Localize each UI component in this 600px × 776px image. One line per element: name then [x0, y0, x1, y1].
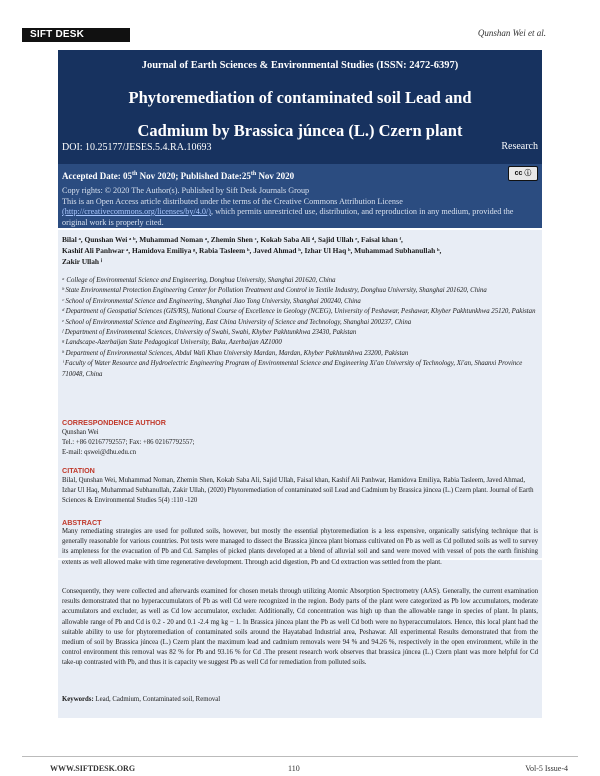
license-tail-text: , which permits unrestricted use, distribution, and reproduction in any medium, provided the original work is properly cited. — [62, 207, 514, 227]
article-type: Research — [501, 141, 538, 152]
author-list — [62, 234, 538, 267]
paper-title — [58, 81, 542, 147]
affiliation: ᵃ College of Environmental Science and Engineering, Donghua University, Shanghai 201620, China — [62, 277, 336, 284]
published-date: Nov 2020; Published Date:25 — [137, 171, 251, 181]
published-sup: th — [250, 171, 257, 177]
title-line-1: Phytoremediation of contaminated soil Lead and — [128, 88, 472, 107]
footer-site[interactable]: WWW.SIFTDESK.ORG — [50, 764, 136, 773]
cc-by-icon[interactable]: cc ⓘ — [508, 166, 538, 181]
authors-line-1: Bilal ᵃ, Qunshan Wei ᵃ ᵇ, Muhammad Noman ᵃ, Zhemin Shen ᶜ, Kokab Saba Ali ᵈ, Sajid Ullah ᵉ, Faisal khan ᶠ, — [62, 235, 403, 244]
keywords-label: Keywords: — [62, 696, 94, 703]
running-author: Qunshan Wei et al. — [477, 28, 546, 38]
affiliation: ⁱ Faculty of Water Resource and Hydroelectric Engineering Program of Environmental Science and Engineering Xi'an University of Technology, Xi'an, Shaanxi Province 710048, China — [62, 360, 523, 378]
license-link[interactable]: (http://creativecommons.org/licenses/by/4.0/) — [62, 207, 212, 216]
abstract-paragraph-2: Consequently, they were collected and afterwards examined for chosen metals through utilizing Atomic Absorption Spectrometry (AAS). Generally, the current examination results demonstrated that no hyperaccumulators of Pb as well Cd were recognized in the region. Body parts of the plant were categorized as Pb low accumulators, moderate accumulators and excluder, as well as Cd low accumulator, excluder. Additionally, Cd concentration was high up than the allowable range in species of plant. In plants, allowable range of Pb and Cd is 0.2 - 20 and 0.1 -2.4 mg kg − 1. In Brassica júncea plant the Pb as well Cd both were no hyperaccumulators. Hence, this local plant had the suitable ability to use for phytoremediation of contaminated soils around the Hayatabad Industrial area, Peshawar. All experimental Results demonstrated that from the medium of soil by Brassica júncea (L.) Czern plant the maximum lead and cadmium removals were 94 % and 94.26 %, respectively in the open environment, while in the control environment this removal was 82 % for Pb and 93.16 % for Cd .The present research work observes that brassica júncea (L.) Czern plant was more helpful for Cd take-up contrasted with Pb, and thus it is capacity we suggest Pb as well Cd for remediation from polluted soils. — [62, 588, 538, 667]
footer-divider — [22, 756, 578, 757]
accepted-sup: th — [131, 171, 138, 177]
affiliation: ᵍ Landscape-Azerbaijan State Pedagogical University, Baku, Azerbaijan AZ1000 — [62, 339, 282, 347]
citation-heading: CITATION — [62, 466, 95, 475]
correspondence-block — [62, 428, 538, 458]
abstract-paragraph-1: Many remediating strategies are used for polluted soils, however, but mostly the essential phytoremediation is a less expensive, organically satisfying technique that is generally reasonable for various countries. Pot tests were managed to dissect the Brassica júncea plant biomass cultivated on Pb as well as Cd polluted soils as well to survey its ampleness for the evacuation of Pb and Cd. Samples of picked plants developed at a blend of alluvial soil and sand were moved with vessel of pots the earth finishing extents as well allowed make with time regenerative development. Through acid digestion, Pb and Cd extraction was settled from the plant. — [62, 528, 538, 566]
dates-bar — [58, 164, 542, 184]
citation-text: Bilal, Qunshan Wei, Muhammad Noman, Zhemin Shen, Kokab Saba Ali, Sajid Ullah, Faisal khan, Kashif Ali Panhwar, Hamidova Emiliya, Rabia Tasleem, Javed Ahmad, Izhar Ul Haq, Muhammad Subhanullah, Zakir Ullah, (2020) Phytoremediation of contaminated soil Lead and Cadmium by Brassica júncea (L.) Czern plant. Journal of Earth Sciences & Environmental Studies 5(4) :110 -120 — [62, 477, 534, 504]
title-banner — [58, 50, 542, 164]
correspondence-email[interactable]: E-mail: qswei@dhu.edu.cn — [62, 449, 137, 456]
copyright-line: Copy rights: © 2020 The Author(s). Published by Sift Desk Journals Group — [62, 186, 310, 195]
affiliations — [62, 276, 538, 380]
affiliation: ᵇ State Environmental Protection Engineering Center for Pollution Treatment and Control in Textile Industry, Donghua University, Shanghai 201620, China — [62, 287, 487, 295]
correspondence-name: Qunshan Wei — [62, 429, 99, 436]
doi[interactable]: DOI: 10.25177/JESES.5.4.RA.10693 — [62, 142, 212, 153]
affiliation: ᵈ Department of Geospatial Sciences (GIS/RS), National Course of Excellence in Geology (NCEG), University of Peshawar, Peshawar, Khyber Pakhtunkhwa 25120, Pakistan — [62, 308, 536, 316]
license-box — [58, 184, 542, 228]
title-line-2: Cadmium by Brassica júncea (L.) Czern plant — [137, 121, 463, 140]
license-tail — [62, 207, 538, 228]
accepted-date: Accepted Date: 05 — [62, 171, 132, 181]
license-line: This is an Open Access article distributed under the terms of the Creative Commons Attribution License — [62, 196, 403, 206]
affiliation: ᶜ School of Environmental Science and Engineering, Shanghai Jiao Tong University, Shanghai 200240, China — [62, 297, 361, 305]
authors-line-3: Zakir Ullah ⁱ — [62, 257, 103, 266]
journal-logo: SIFT DESK — [22, 28, 130, 42]
journal-name: Journal of Earth Sciences & Environmental Studies (ISSN: 2472-6397) — [141, 60, 459, 71]
authors-line-2: Kashif Ali Panhwar ᵃ, Hamidova Emiliya ᵍ, Rabia Tasleem ʰ, Javed Ahmad ʰ, Izhar Ul Haq ʰ, Muhammad Subhanullah ʰ, — [62, 246, 442, 255]
affiliation: ᶠ Department of Environmental Sciences, University of Swabi, Swabi, Khyber Pakhtunkhwa 23430, Pakistan — [62, 329, 357, 337]
page-number: 110 — [288, 764, 300, 773]
published-date-tail: Nov 2020 — [256, 171, 295, 181]
correspondence-heading: CORRESPONDENCE AUTHOR — [62, 418, 166, 427]
abstract-heading: ABSTRACT — [62, 518, 102, 527]
affiliation: ʰ Department of Environmental Sciences, Abdul Wali Khan University Mardan, Mardan, Khyber Pakhtunkhwa 23200, Pakistan — [62, 349, 409, 357]
affiliation: ᵉ School of Environmental Science and Engineering, East China University of Science and Technology, Shanghai 200237, China — [62, 318, 412, 326]
keywords-text: Lead, Cadmium, Contaminated soil, Removal — [93, 696, 221, 703]
keywords — [62, 696, 220, 703]
volume-issue: Vol-5 Issue-4 — [525, 764, 568, 773]
correspondence-phone: Tel.: +86 02167792557; Fax: +86 02167792557; — [62, 439, 195, 446]
